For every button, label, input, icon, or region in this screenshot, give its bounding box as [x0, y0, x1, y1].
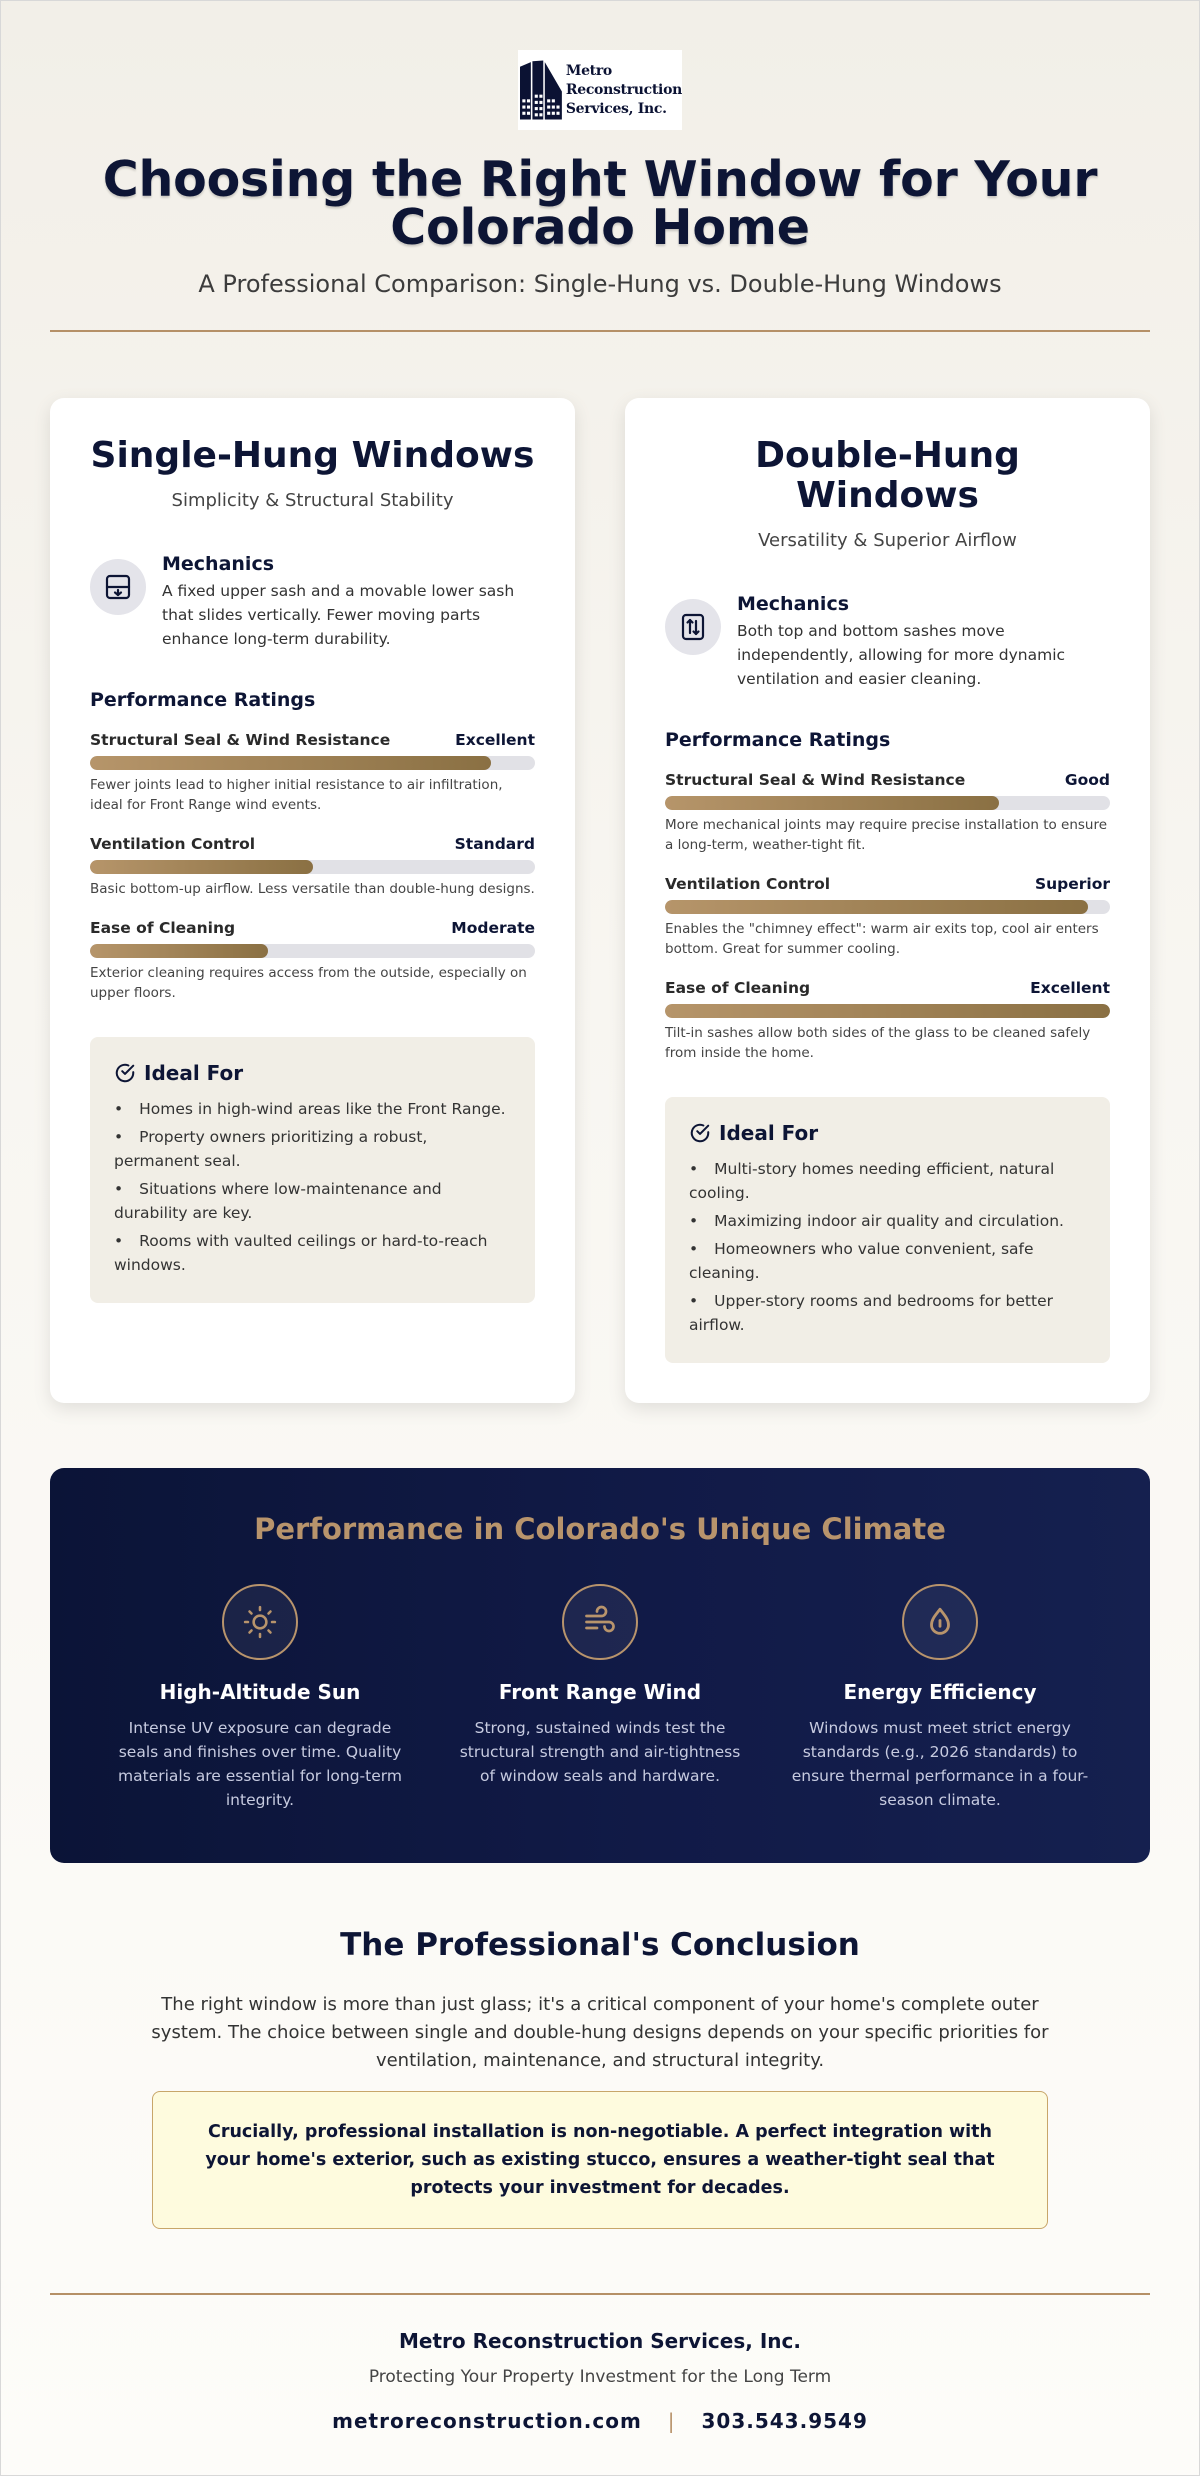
card-title: Single-Hung Windows: [90, 435, 535, 476]
rating-bar: [665, 900, 1110, 914]
rating-label: Structural Seal & Wind Resistance: [665, 771, 966, 789]
sun-icon: [222, 1584, 298, 1660]
comparison-cards: [50, 398, 1150, 1403]
rating-bar: [90, 756, 535, 770]
rating-label: Ease of Cleaning: [90, 919, 236, 937]
list-item: • Situations where low-maintenance and durability are key.: [114, 1177, 511, 1225]
rating-cleaning: [90, 919, 535, 1003]
footer-separator: |: [667, 2409, 676, 2433]
mechanics-section: [665, 593, 1110, 691]
wind-icon: [562, 1584, 638, 1660]
page-subtitle: A Professional Comparison: Single-Hung vs. Double-Hung Windows: [198, 270, 1002, 298]
climate-item-title: Front Range Wind: [498, 1680, 702, 1704]
single-hung-window-icon: [90, 559, 146, 615]
single-hung-card: [50, 398, 575, 1403]
rating-ventilation: [90, 835, 535, 899]
list-item: • Maximizing indoor air quality and circulation.: [689, 1209, 1086, 1233]
mechanics-title: Mechanics: [162, 553, 275, 575]
card-title: Double-Hung Windows: [755, 435, 1020, 516]
ideal-for-title: Ideal For: [114, 1061, 511, 1085]
performance-title: Performance Ratings: [90, 689, 316, 711]
rating-bar: [665, 1004, 1110, 1018]
footer-phone[interactable]: 303.543.9549: [701, 2409, 868, 2433]
list-item: • Homeowners who value convenient, safe cleaning.: [689, 1237, 1086, 1285]
rating-value: Standard: [454, 835, 535, 853]
rating-bar: [90, 944, 535, 958]
logo-text: Metro Reconstruction Services, Inc.: [565, 62, 682, 117]
mechanics-text: A fixed upper sash and a movable lower sash that slides vertically. Fewer moving parts enhance long-term durability.: [162, 582, 515, 648]
rating-note: Fewer joints lead to higher initial resistance to air infiltration, ideal for Front Range wind events.: [90, 777, 503, 813]
rating-value: Superior: [1034, 875, 1110, 893]
double-hung-card: [625, 398, 1150, 1403]
rating-label: Ventilation Control: [90, 835, 256, 853]
rating-bar: [90, 860, 535, 874]
rating-note: More mechanical joints may require precise installation to ensure a long-term, weather-tight fit.: [665, 817, 1108, 853]
rating-value: Moderate: [451, 919, 535, 937]
climate-item-wind: [450, 1584, 750, 1812]
company-logo: [518, 50, 682, 130]
list-item: • Rooms with vaulted ceilings or hard-to-reach windows.: [114, 1229, 511, 1277]
page-title: Choosing the Right Window for Your Colorado Home: [102, 151, 1098, 256]
card-tagline: Simplicity & Structural Stability: [171, 490, 454, 511]
header-divider: [50, 330, 1150, 332]
ideal-for-box: [665, 1097, 1110, 1363]
list-item: • Homes in high-wind areas like the Front Range.: [114, 1097, 511, 1121]
footer-contact: [50, 2409, 1150, 2433]
performance-title: Performance Ratings: [665, 729, 891, 751]
climate-section: [50, 1468, 1150, 1863]
rating-bar: [665, 796, 1110, 810]
conclusion-callout: Crucially, professional installation is non-negotiable. A perfect integration with your home's exterior, such as existing stucco, ensures a weather-tight seal that protects your investment for decades.: [152, 2091, 1048, 2229]
ideal-for-list: [114, 1097, 511, 1277]
footer-company-name: Metro Reconstruction Services, Inc.: [399, 2329, 801, 2353]
rating-value: Excellent: [455, 731, 535, 749]
rating-cleaning: [665, 979, 1110, 1063]
rating-seal: [90, 731, 535, 815]
droplet-icon: [902, 1584, 978, 1660]
rating-bar-fill: [90, 944, 268, 958]
list-item: • Multi-story homes needing efficient, natural cooling.: [689, 1157, 1086, 1205]
mechanics-title: Mechanics: [737, 593, 850, 615]
rating-label: Ventilation Control: [665, 875, 831, 893]
rating-label: Ease of Cleaning: [665, 979, 811, 997]
rating-seal: [665, 771, 1110, 855]
ideal-for-box: [90, 1037, 535, 1303]
climate-item-text: Windows must meet strict energy standards (e.g., 2026 standards) to ensure thermal performance in a four-season climate.: [791, 1719, 1089, 1809]
building-logo-icon: [520, 52, 562, 128]
list-item: • Property owners prioritizing a robust, permanent seal.: [114, 1125, 511, 1173]
rating-bar-fill: [665, 900, 1088, 914]
footer-divider: [50, 2293, 1150, 2295]
ideal-for-title: Ideal For: [689, 1121, 1086, 1145]
climate-item-title: High-Altitude Sun: [159, 1680, 361, 1704]
rating-note: Enables the "chimney effect": warm air exits top, cool air enters bottom. Great for summer cooling.: [665, 921, 1099, 957]
mechanics-text: Both top and bottom sashes move independently, allowing for more dynamic ventilation and easier cleaning.: [737, 622, 1066, 688]
rating-bar-fill: [665, 1004, 1110, 1018]
rating-ventilation: [665, 875, 1110, 959]
footer-tagline: Protecting Your Property Investment for the Long Term: [368, 2367, 832, 2387]
rating-bar-fill: [90, 756, 491, 770]
rating-value: Excellent: [1030, 979, 1110, 997]
rating-note: Basic bottom-up airflow. Less versatile than double-hung designs.: [90, 881, 535, 897]
ideal-for-list: [689, 1157, 1086, 1337]
double-hung-window-icon: [665, 599, 721, 655]
climate-item-title: Energy Efficiency: [843, 1680, 1037, 1704]
conclusion-text: The right window is more than just glass; it's a critical component of your home's complete outer system. The choice between single and double-hung designs depends on your specific priorities for ventilation, maintenance, and structural integrity.: [151, 1994, 1049, 2071]
rating-value: Good: [1064, 771, 1110, 789]
climate-item-text: Strong, sustained winds test the structural strength and air-tightness of window seals and hardware.: [459, 1719, 741, 1785]
rating-note: Tilt-in sashes allow both sides of the glass to be cleaned safely from inside the home.: [665, 1025, 1091, 1061]
list-item: • Upper-story rooms and bedrooms for better airflow.: [689, 1289, 1086, 1337]
rating-label: Structural Seal & Wind Resistance: [90, 731, 391, 749]
check-circle-icon: [689, 1122, 711, 1144]
footer-website[interactable]: metroreconstruction.com: [332, 2409, 642, 2433]
rating-bar-fill: [90, 860, 313, 874]
check-circle-icon: [114, 1062, 136, 1084]
rating-note: Exterior cleaning requires access from the outside, especially on upper floors.: [90, 965, 527, 1001]
mechanics-section: [90, 553, 535, 651]
climate-item-sun: [110, 1584, 410, 1812]
conclusion-title: The Professional's Conclusion: [340, 1927, 860, 1963]
climate-item-energy: [790, 1584, 1090, 1812]
climate-title: Performance in Colorado's Unique Climate: [254, 1512, 946, 1546]
rating-bar-fill: [665, 796, 999, 810]
card-tagline: Versatility & Superior Airflow: [758, 530, 1017, 551]
climate-item-text: Intense UV exposure can degrade seals and finishes over time. Quality materials are essential for long-term integrity.: [118, 1719, 402, 1809]
